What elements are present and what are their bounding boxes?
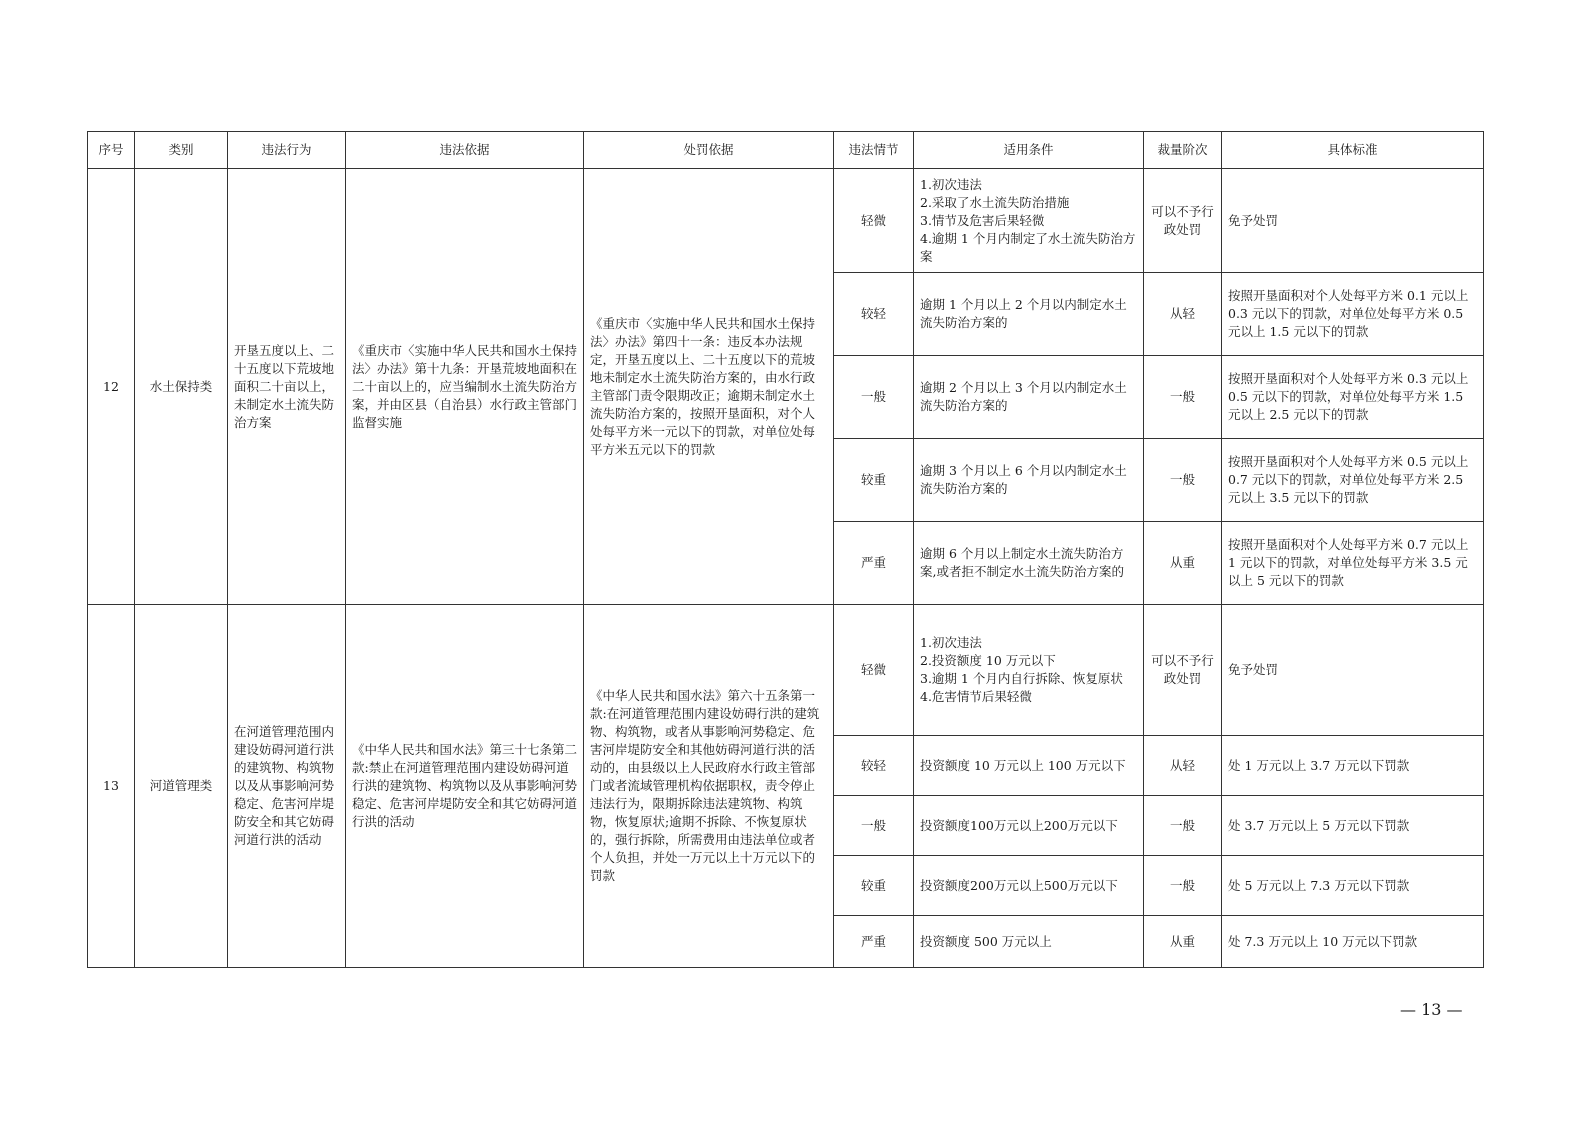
header-category: 类别: [135, 132, 228, 169]
header-standard: 具体标准: [1222, 132, 1484, 169]
table-row: [88, 169, 1484, 273]
record-no: 13: [88, 605, 135, 968]
row-standard: 按照开垦面积对个人处每平方米 0.3 元以上 0.5 元以下的罚款，对单位处每平方米 1.5 元以上 2.5 元以下的罚款: [1222, 356, 1484, 439]
row-standard: 按照开垦面积对个人处每平方米 0.5 元以上 0.7 元以下的罚款，对单位处每平方米 2.5 元以上 3.5 元以下的罚款: [1222, 439, 1484, 522]
row-tier: 一般: [1144, 356, 1222, 439]
table-header-row: [88, 132, 1484, 169]
row-standard: 处 7.3 万元以上 10 万元以下罚款: [1222, 916, 1484, 968]
row-standard: 免予处罚: [1222, 605, 1484, 736]
row-level: 一般: [834, 356, 914, 439]
record-category: 河道管理类: [135, 605, 228, 968]
record-no: 12: [88, 169, 135, 605]
row-condition: 1.初次违法 2.采取了水土流失防治措施 3.情节及危害后果轻微 4.逾期 1 个月内制定了水土流失防治方案: [914, 169, 1144, 273]
row-tier: 从重: [1144, 916, 1222, 968]
header-condition: 适用条件: [914, 132, 1144, 169]
row-condition: 投资额度 10 万元以上 100 万元以下: [914, 736, 1144, 796]
row-standard: 免予处罚: [1222, 169, 1484, 273]
row-tier: 从轻: [1144, 736, 1222, 796]
row-condition: 逾期 2 个月以上 3 个月以内制定水土流失防治方案的: [914, 356, 1144, 439]
row-condition: 投资额度 500 万元以上: [914, 916, 1144, 968]
row-level: 较重: [834, 439, 914, 522]
row-level: 严重: [834, 916, 914, 968]
record-legal-basis: 《重庆市〈实施中华人民共和国水土保持法〉办法》第十九条：开垦荒坡地面积在二十亩以上的，应当编制水土流失防治方案，并由区县（自治县）水行政主管部门监督实施: [346, 169, 584, 605]
header-penalty-basis: 处罚依据: [584, 132, 834, 169]
penalty-standard-table: [87, 131, 1484, 968]
record-behavior: 开垦五度以上、二十五度以下荒坡地面积二十亩以上，未制定水土流失防治方案: [228, 169, 346, 605]
row-tier: 一般: [1144, 796, 1222, 856]
row-tier: 可以不予行政处罚: [1144, 169, 1222, 273]
row-standard: 处 5 万元以上 7.3 万元以下罚款: [1222, 856, 1484, 916]
row-level: 较轻: [834, 273, 914, 356]
row-condition: 逾期 3 个月以上 6 个月以内制定水土流失防治方案的: [914, 439, 1144, 522]
row-tier: 从轻: [1144, 273, 1222, 356]
row-level: 严重: [834, 522, 914, 605]
row-tier: 一般: [1144, 439, 1222, 522]
header-tier: 裁量阶次: [1144, 132, 1222, 169]
row-standard: 处 1 万元以上 3.7 万元以下罚款: [1222, 736, 1484, 796]
record-category: 水土保持类: [135, 169, 228, 605]
table-row: [88, 605, 1484, 736]
row-condition: 1.初次违法 2.投资额度 10 万元以下 3.逾期 1 个月内自行拆除、恢复原状 4.危害情节后果轻微: [914, 605, 1144, 736]
row-tier: 从重: [1144, 522, 1222, 605]
row-level: 较轻: [834, 736, 914, 796]
record-penalty-basis: 《重庆市〈实施中华人民共和国水土保持法〉办法》第四十一条：违反本办法规定，开垦五度以上、二十五度以下的荒坡地未制定水土流失防治方案的，由水行政主管部门责令限期改正；逾期未制定水土流失防治方案的，按照开垦面积，对个人处每平方米一元以下的罚款，对单位处每平方米五元以下的罚款: [584, 169, 834, 605]
row-level: 较重: [834, 856, 914, 916]
row-level: 轻微: [834, 605, 914, 736]
page-number: — 13 —: [1400, 1000, 1463, 1019]
row-standard: 处 3.7 万元以上 5 万元以下罚款: [1222, 796, 1484, 856]
row-standard: 按照开垦面积对个人处每平方米 0.7 元以上 1 元以下的罚款，对单位处每平方米 3.5 元以上 5 元以下的罚款: [1222, 522, 1484, 605]
row-tier: 可以不予行政处罚: [1144, 605, 1222, 736]
row-condition: 投资额度200万元以上500万元以下: [914, 856, 1144, 916]
row-condition: 逾期 1 个月以上 2 个月以内制定水土流失防治方案的: [914, 273, 1144, 356]
row-condition: 投资额度100万元以上200万元以下: [914, 796, 1144, 856]
row-condition: 逾期 6 个月以上制定水土流失防治方案,或者拒不制定水土流失防治方案的: [914, 522, 1144, 605]
row-standard: 按照开垦面积对个人处每平方米 0.1 元以上 0.3 元以下的罚款，对单位处每平方米 0.5 元以上 1.5 元以下的罚款: [1222, 273, 1484, 356]
record-legal-basis: 《中华人民共和国水法》第三十七条第二款:禁止在河道管理范围内建设妨碍河道行洪的建筑物、构筑物以及从事影响河势稳定、危害河岸堤防安全和其它妨碍河道行洪的活动: [346, 605, 584, 968]
header-behavior: 违法行为: [228, 132, 346, 169]
header-no: 序号: [88, 132, 135, 169]
record-behavior: 在河道管理范围内建设妨碍河道行洪的建筑物、构筑物以及从事影响河势稳定、危害河岸堤防安全和其它妨碍河道行洪的活动: [228, 605, 346, 968]
header-legal-basis: 违法依据: [346, 132, 584, 169]
header-level: 违法情节: [834, 132, 914, 169]
row-tier: 一般: [1144, 856, 1222, 916]
row-level: 一般: [834, 796, 914, 856]
row-level: 轻微: [834, 169, 914, 273]
record-penalty-basis: 《中华人民共和国水法》第六十五条第一款:在河道管理范围内建设妨碍行洪的建筑物、构筑物，或者从事影响河势稳定、危害河岸堤防安全和其他妨碍河道行洪的活动的，由县级以上人民政府水行政主管部门或者流域管理机构依据职权，责令停止违法行为，限期拆除违法建筑物、构筑物，恢复原状;逾期不拆除、不恢复原状的，强行拆除，所需费用由违法单位或者个人负担，并处一万元以上十万元以下的罚款: [584, 605, 834, 968]
